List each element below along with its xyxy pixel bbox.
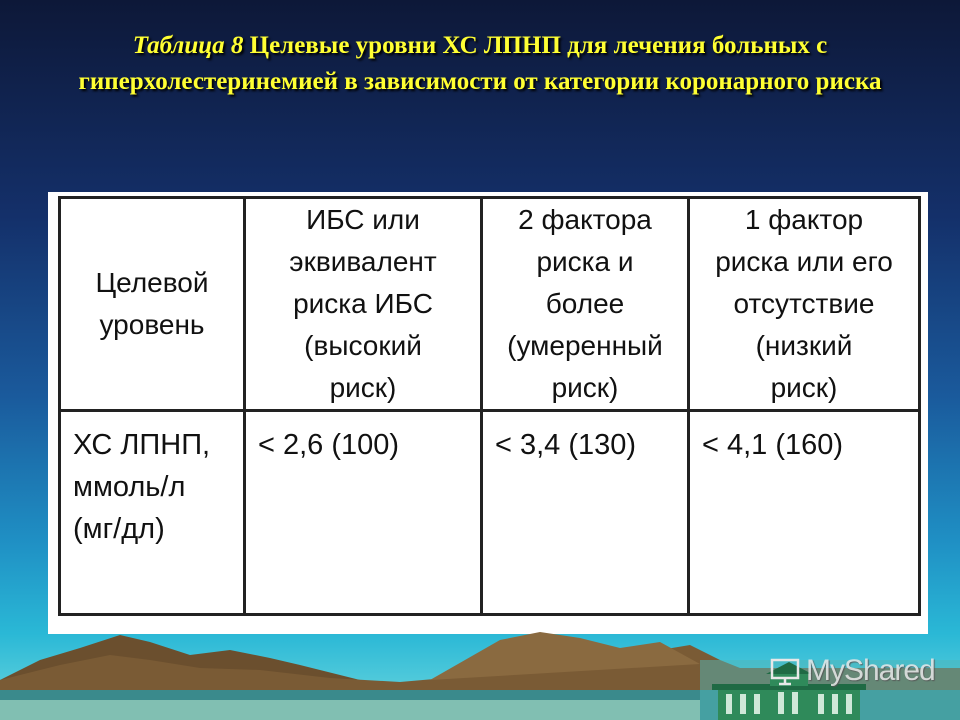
header-line: 1 фактор [744,204,864,235]
header-line: риска ИБС [293,288,433,319]
header-cell [60,198,245,411]
header-line: (высокий [304,330,422,361]
header-line: отсутствие [733,288,875,319]
target-levels-table [58,196,921,616]
value-cell [60,411,245,615]
projector-screen-icon [770,658,800,686]
table-row [60,411,920,615]
value-cell [689,411,920,615]
value-low-risk: < 4,1 (160) [702,429,844,461]
header-line: риска или его [715,246,893,277]
value-high-risk: < 2,6 (100) [258,429,400,461]
row-label-line: ммоль/л [73,471,186,503]
slide-title-lead: Таблица 8 [132,32,244,59]
table-panel [48,192,928,634]
row-label-line: ХС ЛПНП, [73,429,211,461]
value-cell [245,411,482,615]
header-line: Целевой [95,267,209,298]
header-line: риск) [329,372,397,403]
header-line: уровень [99,309,205,340]
header-cell [245,198,482,411]
header-row [60,198,920,411]
header-line: более [545,288,625,319]
header-line: риска и [536,246,634,277]
header-line: (умеренный [507,330,663,361]
header-cell [689,198,920,411]
header-line: риск) [551,372,619,403]
slide-title-text: Целевые уровни ХС ЛПНП для лечения больных с гиперхолестеринемией в зависимости от категории коронарного риска [78,32,882,95]
header-line: эквивалент [289,246,437,277]
value-cell [482,411,689,615]
watermark-logo [806,654,935,688]
header-line: (низкий [755,330,853,361]
watermark-text: MyShared [806,654,935,687]
row-label-line: (мг/дл) [73,513,165,545]
header-cell [482,198,689,411]
header-line: ИБС или [306,204,420,235]
header-line: 2 фактора [518,204,652,235]
slide-title [60,28,900,100]
value-moderate-risk: < 3,4 (130) [495,429,637,461]
header-line: риск) [770,372,838,403]
